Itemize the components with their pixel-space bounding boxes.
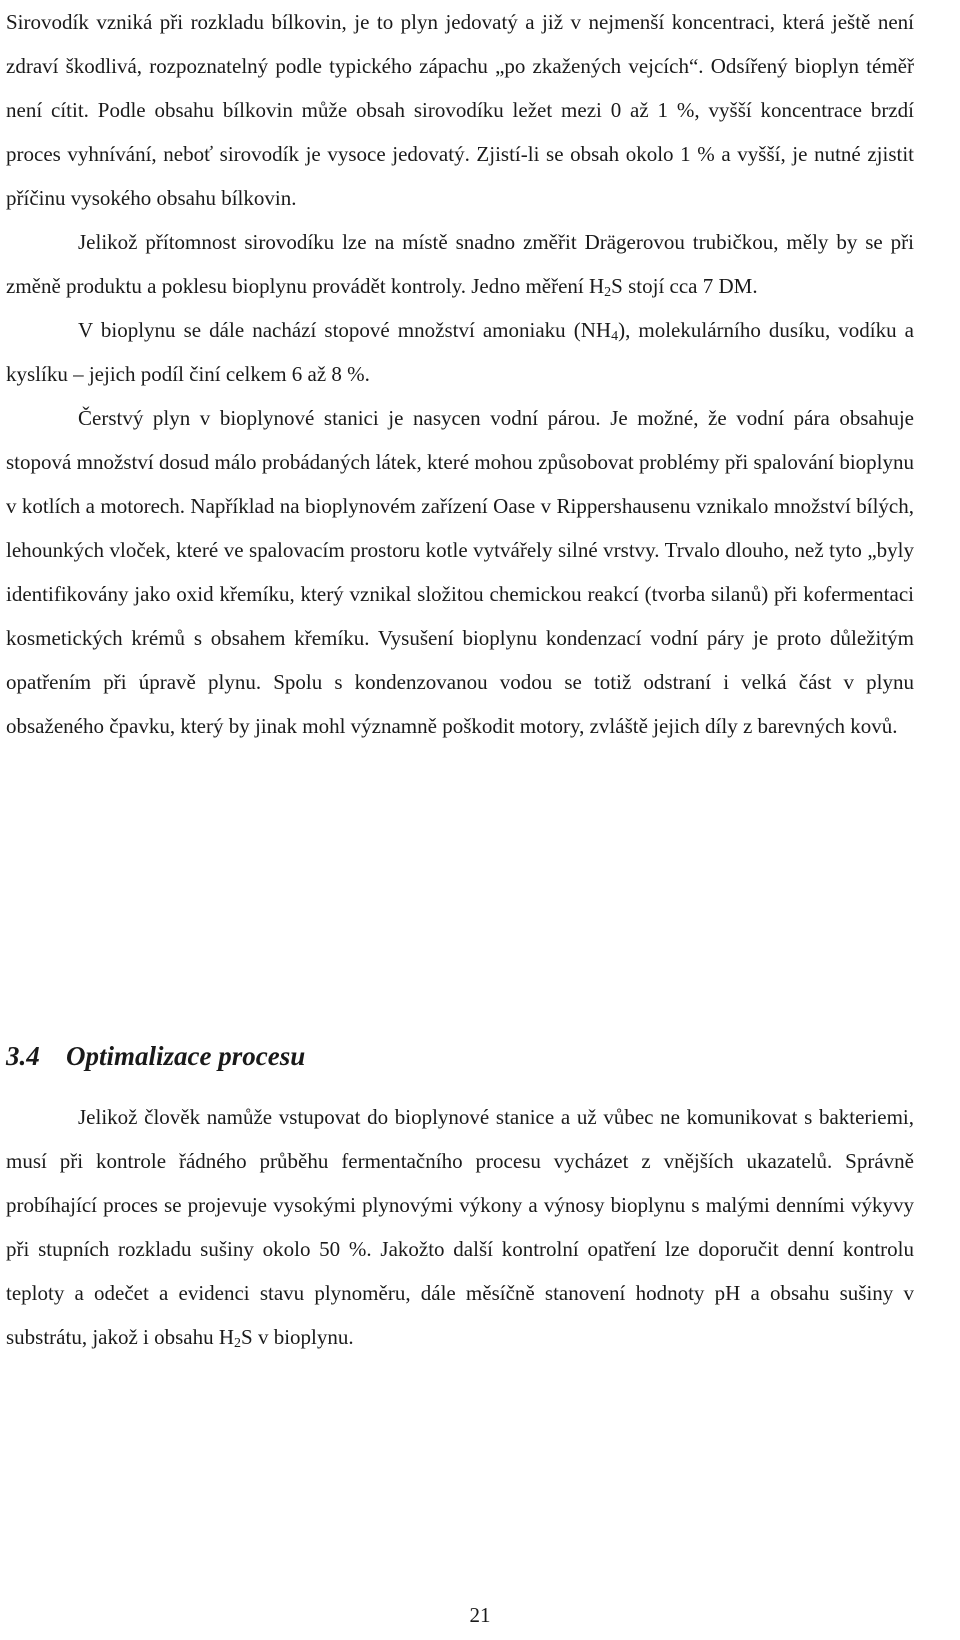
paragraph	[6, 1095, 914, 1359]
subscript: 4	[611, 329, 619, 344]
paragraph	[6, 308, 914, 396]
text-run: Sirovodík vzniká při rozkladu bílkovin, je to plyn jedovatý a již v nejmenší koncentraci, která ještě není zdraví škodlivá, rozpoznatelný podle typického zápachu „po zkažených vejcích“. Odsířený bioplyn téměř není cítit. Podle obsahu bílkovin může obsah sirovodíku ležet mezi 0 až 1 %, vyšší koncentrace brzdí proces vyhnívání, neboť sirovodík je vysoce jedovatý. Zjistí-li se obsah okolo 1 % a vyšší, je nutné zjistit příčinu vysokého obsahu bílkovin.	[6, 10, 914, 210]
section-title: Optimalizace procesu	[66, 1041, 306, 1071]
paragraph	[6, 220, 914, 308]
text-run: ), molekulárního dusíku, vodíku a kyslíku – jejich podíl činí celkem 6 až 8 %.	[6, 318, 914, 386]
text-run: Jelikož člověk namůže vstupovat do bioplynové stanice a už vůbec ne komunikovat s bakteriemi, musí při kontrole řádného průběhu fermentačního procesu vycházet z vnějších ukazatelů. Správně probíhající proces se projevuje vysokými plynovými výkony a výnosy bioplynu s malými denními výkyvy při stupních rozkladu sušiny okolo 50 %. Jakožto další kontrolní opatření lze doporučit denní kontrolu teploty a odečet a evidenci stavu plynoměru, dále měsíčně stanovení hodnoty pH a obsahu sušiny v substrátu, jakož i obsahu H	[6, 1105, 914, 1349]
text-run: S stojí cca 7 DM.	[611, 274, 758, 298]
paragraph	[6, 0, 914, 220]
text-run: Čerstvý plyn v bioplynové stanici je nasycen vodní párou. Je možné, že vodní pára obsahuje stopová množství dosud málo probádaných látek, které mohou způsobovat problémy při spalování bioplynu v kotlích a motorech. Například na bioplynovém zařízení Oase v Rippershausenu vznikalo množství bílých, lehounkých vloček, které ve spalovacím prostoru kotle vytvářely silné vrstvy. Trvalo dlouho, než tyto „byly identifikovány jako oxid křemíku, který vznikal složitou chemickou reakcí (tvorba silanů) při kofermentaci kosmetických krémů s obsahem křemíku. Vysušení bioplynu kondenzací vodní páry je proto důležitým opatřením při úpravě plynu. Spolu s kondenzovanou vodou se totiž odstraní i velká část v plynu obsaženého čpavku, který by jinak mohl významně poškodit motory, zvláště jejich díly z barevných kovů.	[6, 406, 914, 738]
body-text-bottom	[6, 1095, 914, 1359]
section-heading	[6, 1036, 914, 1076]
text-run: S v bioplynu.	[241, 1325, 354, 1349]
section-number: 3.4	[6, 1041, 40, 1071]
paragraph	[6, 396, 914, 748]
body-text-top	[6, 0, 914, 748]
text-run: Jelikož přítomnost sirovodíku lze na místě snadno změřit Drägerovou trubičkou, měly by se při změně produktu a poklesu bioplynu provádět kontroly. Jedno měření H	[6, 230, 914, 298]
page-number: 21	[469, 1603, 491, 1627]
subscript: 2	[604, 285, 612, 300]
text-run: V bioplynu se dále nachází stopové množství amoniaku (NH	[78, 318, 612, 342]
subscript: 2	[234, 1336, 242, 1351]
